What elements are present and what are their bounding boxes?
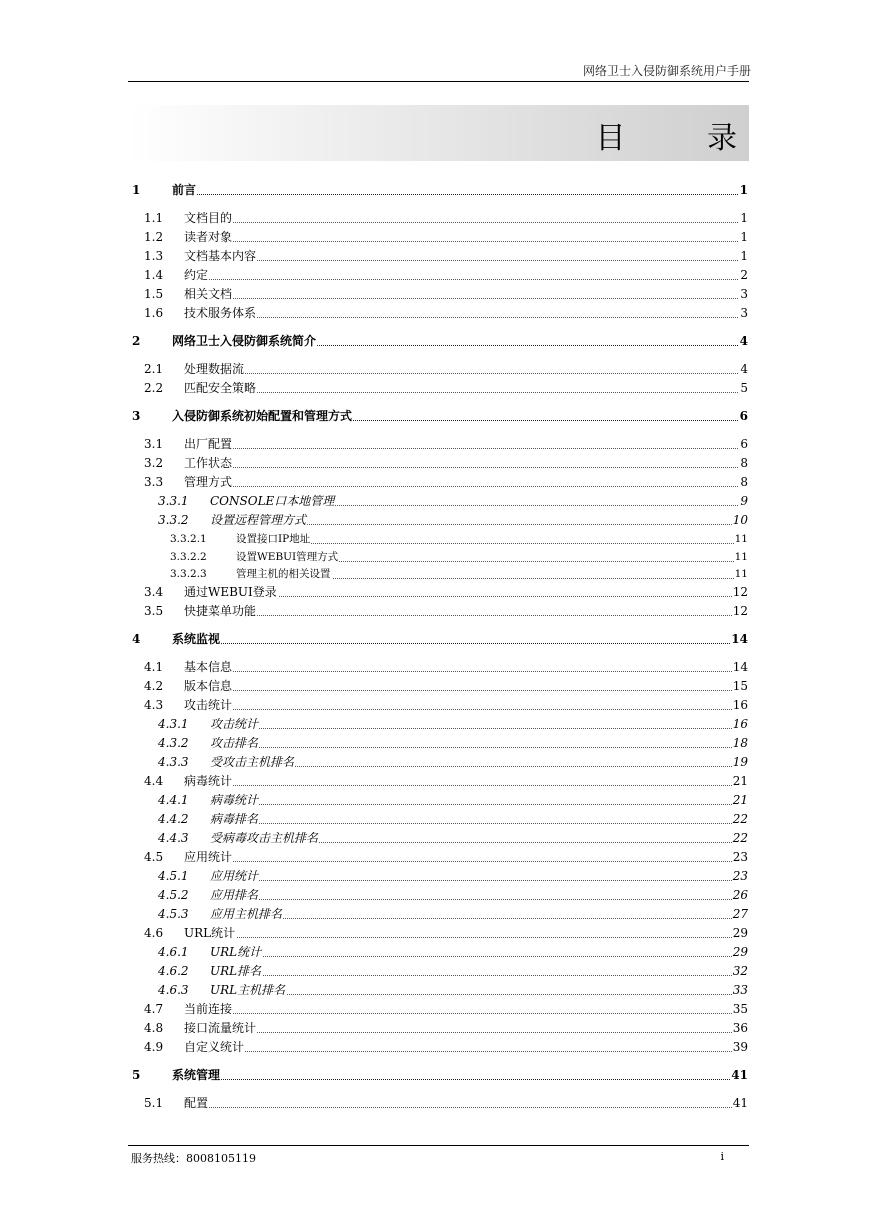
toc-entry-number: 3.2 <box>144 456 164 470</box>
toc-dot-leader <box>210 747 740 748</box>
toc-entry-number: 1.4 <box>144 268 164 282</box>
toc-entry[interactable] <box>128 848 748 866</box>
toc-entry-number: 3 <box>132 409 141 423</box>
toc-entry-title: 受病毒攻击主机排名 <box>210 830 319 845</box>
toc-dot-leader <box>184 1107 740 1108</box>
toc-entry-page: 15 <box>732 678 748 693</box>
toc-entry[interactable] <box>128 548 748 566</box>
toc-dot-leader <box>184 260 740 261</box>
toc-entry-number: 4.4.2 <box>158 811 189 826</box>
toc-entry-number: 4.6.2 <box>158 963 189 978</box>
toc-entry-title: 自定义统计 <box>184 1039 245 1054</box>
toc-entry-page: 4 <box>740 362 748 376</box>
toc-entry-number: 4.2 <box>144 678 164 693</box>
toc-entry[interactable] <box>128 332 748 350</box>
toc-dot-leader <box>236 543 740 544</box>
toc-entry[interactable] <box>128 407 748 425</box>
toc-entry[interactable] <box>128 630 748 648</box>
toc-dot-leader <box>210 823 740 824</box>
toc-entry-page: 8 <box>740 456 748 470</box>
toc-entry-title: 基本信息 <box>184 659 233 674</box>
toc-entry-number: 1.5 <box>144 287 164 301</box>
toc-entry-number: 4.8 <box>144 1020 164 1035</box>
toc-entry-page: 12 <box>732 584 748 599</box>
toc-entry-page: 18 <box>732 735 748 750</box>
toc-entry[interactable] <box>128 492 748 510</box>
toc-entry-title: 当前连接 <box>184 1001 233 1016</box>
toc-entry[interactable] <box>128 810 748 828</box>
toc-dot-leader <box>184 317 740 318</box>
toc-entry-page: 6 <box>740 437 748 451</box>
toc-entry[interactable] <box>128 1019 748 1037</box>
toc-entry-title: 网络卫士入侵防御系统简介 <box>172 334 317 348</box>
toc-entry-number: 4.7 <box>144 1001 164 1016</box>
toc-entry-title: CONSOLE口本地管理 <box>210 494 335 508</box>
toc-entry[interactable] <box>128 1000 748 1018</box>
toc-entry[interactable] <box>128 924 748 942</box>
toc-entry-title: 设置WEBUI管理方式 <box>236 550 339 563</box>
toc-dot-leader <box>184 709 740 710</box>
toc-entry-title: 接口流量统计 <box>184 1020 257 1035</box>
toc-entry-page: 11 <box>734 533 748 545</box>
toc-entry-title: 通过WEBUI登录 <box>184 584 277 599</box>
toc-entry-page: 4 <box>739 334 748 348</box>
toc-dot-leader <box>184 937 740 938</box>
toc-entry[interactable] <box>128 565 748 583</box>
toc-entry-title: 应用主机排名 <box>210 906 283 921</box>
toc-entry-page: 36 <box>732 1020 748 1035</box>
toc-entry-page: 11 <box>734 550 748 563</box>
toc-dot-leader <box>210 728 740 729</box>
toc-dot-leader <box>172 194 740 195</box>
toc-dot-leader <box>184 486 740 487</box>
toc-entry[interactable] <box>128 753 748 771</box>
toc-entry-number: 3.3.1 <box>158 494 189 508</box>
toc-entry[interactable] <box>128 943 748 961</box>
toc-entry[interactable] <box>128 285 748 303</box>
toc-entry-title: 读者对象 <box>184 230 233 244</box>
toc-entry-number: 1.3 <box>144 249 164 263</box>
toc-entry-title: 版本信息 <box>184 678 233 693</box>
toc-entry-page: 33 <box>732 982 748 997</box>
toc-entry-number: 4.3 <box>144 697 164 712</box>
toc-entry-page: 23 <box>732 849 748 864</box>
toc-entry-number: 4.1 <box>144 659 164 674</box>
toc-entry-title: 管理主机的相关设置 <box>236 568 331 580</box>
toc-entry-number: 3.3.2.3 <box>170 568 207 580</box>
toc-dot-leader <box>210 899 740 900</box>
toc-entry-page: 21 <box>732 773 748 788</box>
toc-entry[interactable] <box>128 715 748 733</box>
toc-entry-number: 2.2 <box>144 381 164 395</box>
toc-entry-number: 4.4 <box>144 773 164 788</box>
toc-entry-title: 文档目的 <box>184 211 233 225</box>
toc-entry[interactable] <box>128 379 748 397</box>
toc-dot-leader <box>184 1032 740 1033</box>
toc-entry[interactable] <box>128 1094 748 1112</box>
toc-entry-page: 1 <box>740 249 748 263</box>
toc-entry-number: 4.5 <box>144 849 164 864</box>
toc-entry-number: 4.4.1 <box>158 792 189 807</box>
toc-entry-number: 1.6 <box>144 306 164 320</box>
toc-entry[interactable] <box>128 829 748 847</box>
toc-entry[interactable] <box>128 696 748 714</box>
toc-entry-page: 26 <box>732 887 748 902</box>
toc-entry-title: 工作状态 <box>184 456 233 470</box>
toc-entry-title: 病毒排名 <box>210 811 259 826</box>
toc-dot-leader <box>184 1013 740 1014</box>
toc-entry-page: 14 <box>731 631 748 646</box>
toc-entry-number: 4.3.1 <box>158 716 189 731</box>
toc-entry-title: 快捷菜单功能 <box>184 603 257 618</box>
toc-entry[interactable] <box>128 677 748 695</box>
toc-dot-leader <box>210 880 740 881</box>
toc-entry[interactable] <box>128 266 748 284</box>
toc-entry-title: 设置接口IP地址 <box>236 533 311 545</box>
toc-entry-page: 3 <box>740 287 748 301</box>
toc-entry-number: 4.4.3 <box>158 830 189 845</box>
toc-entry-title: 应用统计 <box>210 868 259 883</box>
toc-entry-title: 入侵防御系统初始配置和管理方式 <box>172 409 353 423</box>
toc-entry-title: 应用统计 <box>184 849 233 864</box>
toc-entry[interactable] <box>128 772 748 790</box>
footer-page-number: i <box>720 1150 724 1163</box>
toc-entry[interactable] <box>128 886 748 904</box>
toc-entry-page: 41 <box>732 1095 748 1110</box>
toc-entry[interactable] <box>128 304 748 322</box>
toc-entry-number: 2 <box>132 334 141 348</box>
toc-entry-page: 11 <box>734 568 748 580</box>
toc-entry-title: URL统计 <box>210 944 262 959</box>
toc-entry-number: 4.5.1 <box>158 868 189 883</box>
toc-dot-leader <box>210 804 740 805</box>
toc-entry-number: 3.3.2 <box>158 513 189 527</box>
toc-entry[interactable] <box>128 905 748 923</box>
toc-entry-title: 出厂配置 <box>184 437 233 451</box>
toc-entry-title: 病毒统计 <box>210 792 259 807</box>
toc-dot-leader <box>184 785 740 786</box>
toc-entry-title: 技术服务体系 <box>184 306 257 320</box>
toc-entry-number: 1.2 <box>144 230 164 244</box>
toc-entry-number: 4.6 <box>144 925 164 940</box>
toc-entry-number: 4.5.3 <box>158 906 189 921</box>
toc-entry-title: 系统监视 <box>172 631 221 646</box>
toc-entry-title: 匹配安全策略 <box>184 381 257 395</box>
toc-entry[interactable] <box>128 867 748 885</box>
toc-entry[interactable] <box>128 473 748 491</box>
toc-entry-number: 4 <box>132 631 141 646</box>
toc-entry-page: 27 <box>732 906 748 921</box>
toc-entry[interactable] <box>128 228 748 246</box>
toc-entry[interactable] <box>128 981 748 999</box>
toc-dot-leader <box>184 298 740 299</box>
toc-entry-page: 16 <box>732 697 748 712</box>
toc-heading: 目 录 <box>595 121 773 156</box>
toc-entry-number: 3.3.2.1 <box>170 533 207 545</box>
toc-dot-leader <box>184 222 740 223</box>
toc-entry[interactable] <box>128 511 748 529</box>
toc-dot-leader <box>184 1051 740 1052</box>
toc-entry-page: 1 <box>740 230 748 244</box>
toc-dot-leader <box>210 994 740 995</box>
toc-dot-leader <box>184 690 740 691</box>
toc-entry-title: 病毒统计 <box>184 773 233 788</box>
toc-entry[interactable] <box>128 1038 748 1056</box>
toc-entry[interactable] <box>128 602 748 620</box>
toc-entry-page: 1 <box>740 211 748 225</box>
toc-entry-page: 5 <box>740 381 748 395</box>
toc-dot-leader <box>172 643 740 644</box>
toc-entry[interactable] <box>128 454 748 472</box>
toc-entry-title: 约定 <box>184 268 209 282</box>
toc-entry-number: 4.3.2 <box>158 735 189 750</box>
toc-dot-leader <box>210 918 740 919</box>
header-divider <box>128 81 749 82</box>
toc-entry-title: 攻击统计 <box>184 697 233 712</box>
toc-entry[interactable] <box>128 209 748 227</box>
toc-entry-page: 29 <box>732 925 748 940</box>
toc-dot-leader <box>184 448 740 449</box>
toc-entry-page: 22 <box>732 830 748 845</box>
toc-entry-page: 16 <box>732 716 748 731</box>
toc-entry-page: 39 <box>732 1039 748 1054</box>
toc-entry-title: 前言 <box>172 183 197 197</box>
toc-entry[interactable] <box>128 734 748 752</box>
toc-entry-title: 应用排名 <box>210 887 259 902</box>
toc-dot-leader <box>210 956 740 957</box>
toc-entry-page: 19 <box>732 754 748 769</box>
toc-entry-title: 相关文档 <box>184 287 233 301</box>
toc-entry-number: 3.1 <box>144 437 164 451</box>
toc-entry-number: 4.6.3 <box>158 982 189 997</box>
toc-entry[interactable] <box>128 583 748 601</box>
toc-entry-title: 攻击排名 <box>210 735 259 750</box>
toc-dot-leader <box>210 975 740 976</box>
toc-entry-page: 22 <box>732 811 748 826</box>
toc-dot-leader <box>184 373 740 374</box>
toc-entry-number: 3.3 <box>144 475 164 489</box>
toc-entry-number: 1.1 <box>144 211 164 225</box>
toc-entry-page: 10 <box>732 513 748 527</box>
toc-entry[interactable] <box>128 435 748 453</box>
toc-entry-page: 3 <box>740 306 748 320</box>
footer-divider <box>128 1145 749 1146</box>
toc-entry[interactable] <box>128 791 748 809</box>
toc-dot-leader <box>184 241 740 242</box>
toc-entry-number: 4.6.1 <box>158 944 189 959</box>
toc-dot-leader <box>184 392 740 393</box>
toc-entry-number: 3.4 <box>144 584 164 599</box>
toc-entry-number: 5 <box>132 1067 141 1082</box>
toc-entry-number: 4.5.2 <box>158 887 189 902</box>
toc-entry-page: 29 <box>732 944 748 959</box>
toc-dot-leader <box>184 279 740 280</box>
toc-entry-title: 受攻击主机排名 <box>210 754 295 769</box>
toc-entry-title: 系统管理 <box>172 1067 221 1082</box>
toc-entry-page: 9 <box>740 494 748 508</box>
toc-entry-title: 攻击统计 <box>210 716 259 731</box>
toc-entry-page: 6 <box>739 409 748 423</box>
toc-entry-number: 4.9 <box>144 1039 164 1054</box>
toc-entry-title: 设置远程管理方式 <box>210 513 307 527</box>
toc-entry-number: 4.3.3 <box>158 754 189 769</box>
toc-entry-number: 1 <box>132 183 141 197</box>
toc-entry-page: 1 <box>739 183 748 197</box>
toc-entry-title: URL统计 <box>184 925 236 940</box>
toc-entry[interactable] <box>128 360 748 378</box>
toc-entry-title: 配置 <box>184 1095 209 1110</box>
toc-entry-title: 文档基本内容 <box>184 249 257 263</box>
toc-dot-leader <box>172 1079 740 1080</box>
toc-entry[interactable] <box>128 1066 748 1084</box>
toc-entry-page: 23 <box>732 868 748 883</box>
document-header-title: 网络卫士入侵防御系统用户手册 <box>582 64 751 78</box>
footer-hotline: 服务热线：8008105119 <box>131 1152 256 1165</box>
toc-entry-page: 8 <box>740 475 748 489</box>
toc-entry-title: 处理数据流 <box>184 362 245 376</box>
toc-entry[interactable] <box>128 962 748 980</box>
toc-entry[interactable] <box>128 530 748 548</box>
toc-entry-page: 32 <box>732 963 748 978</box>
toc-entry-page: 2 <box>740 268 748 282</box>
toc-dot-leader <box>184 615 740 616</box>
toc-entry-page: 14 <box>732 659 748 674</box>
toc-entry-title: URL主机排名 <box>210 982 286 997</box>
toc-entry-number: 5.1 <box>144 1095 164 1110</box>
toc-dot-leader <box>184 467 740 468</box>
toc-entry-page: 41 <box>731 1067 748 1082</box>
toc-entry-page: 21 <box>732 792 748 807</box>
toc-dot-leader <box>184 861 740 862</box>
toc-dot-leader <box>184 671 740 672</box>
toc-entry[interactable] <box>128 247 748 265</box>
toc-entry-number: 3.3.2.2 <box>170 550 207 563</box>
toc-entry-number: 3.5 <box>144 603 164 618</box>
toc-entry-title: 管理方式 <box>184 475 233 489</box>
toc-entry-page: 12 <box>732 603 748 618</box>
toc-heading-band <box>128 105 773 161</box>
toc-entry-title: URL排名 <box>210 963 262 978</box>
toc-entry[interactable] <box>128 658 748 676</box>
toc-entry-page: 35 <box>732 1001 748 1016</box>
toc-entry-number: 2.1 <box>144 362 164 376</box>
toc-entry[interactable] <box>128 181 748 199</box>
